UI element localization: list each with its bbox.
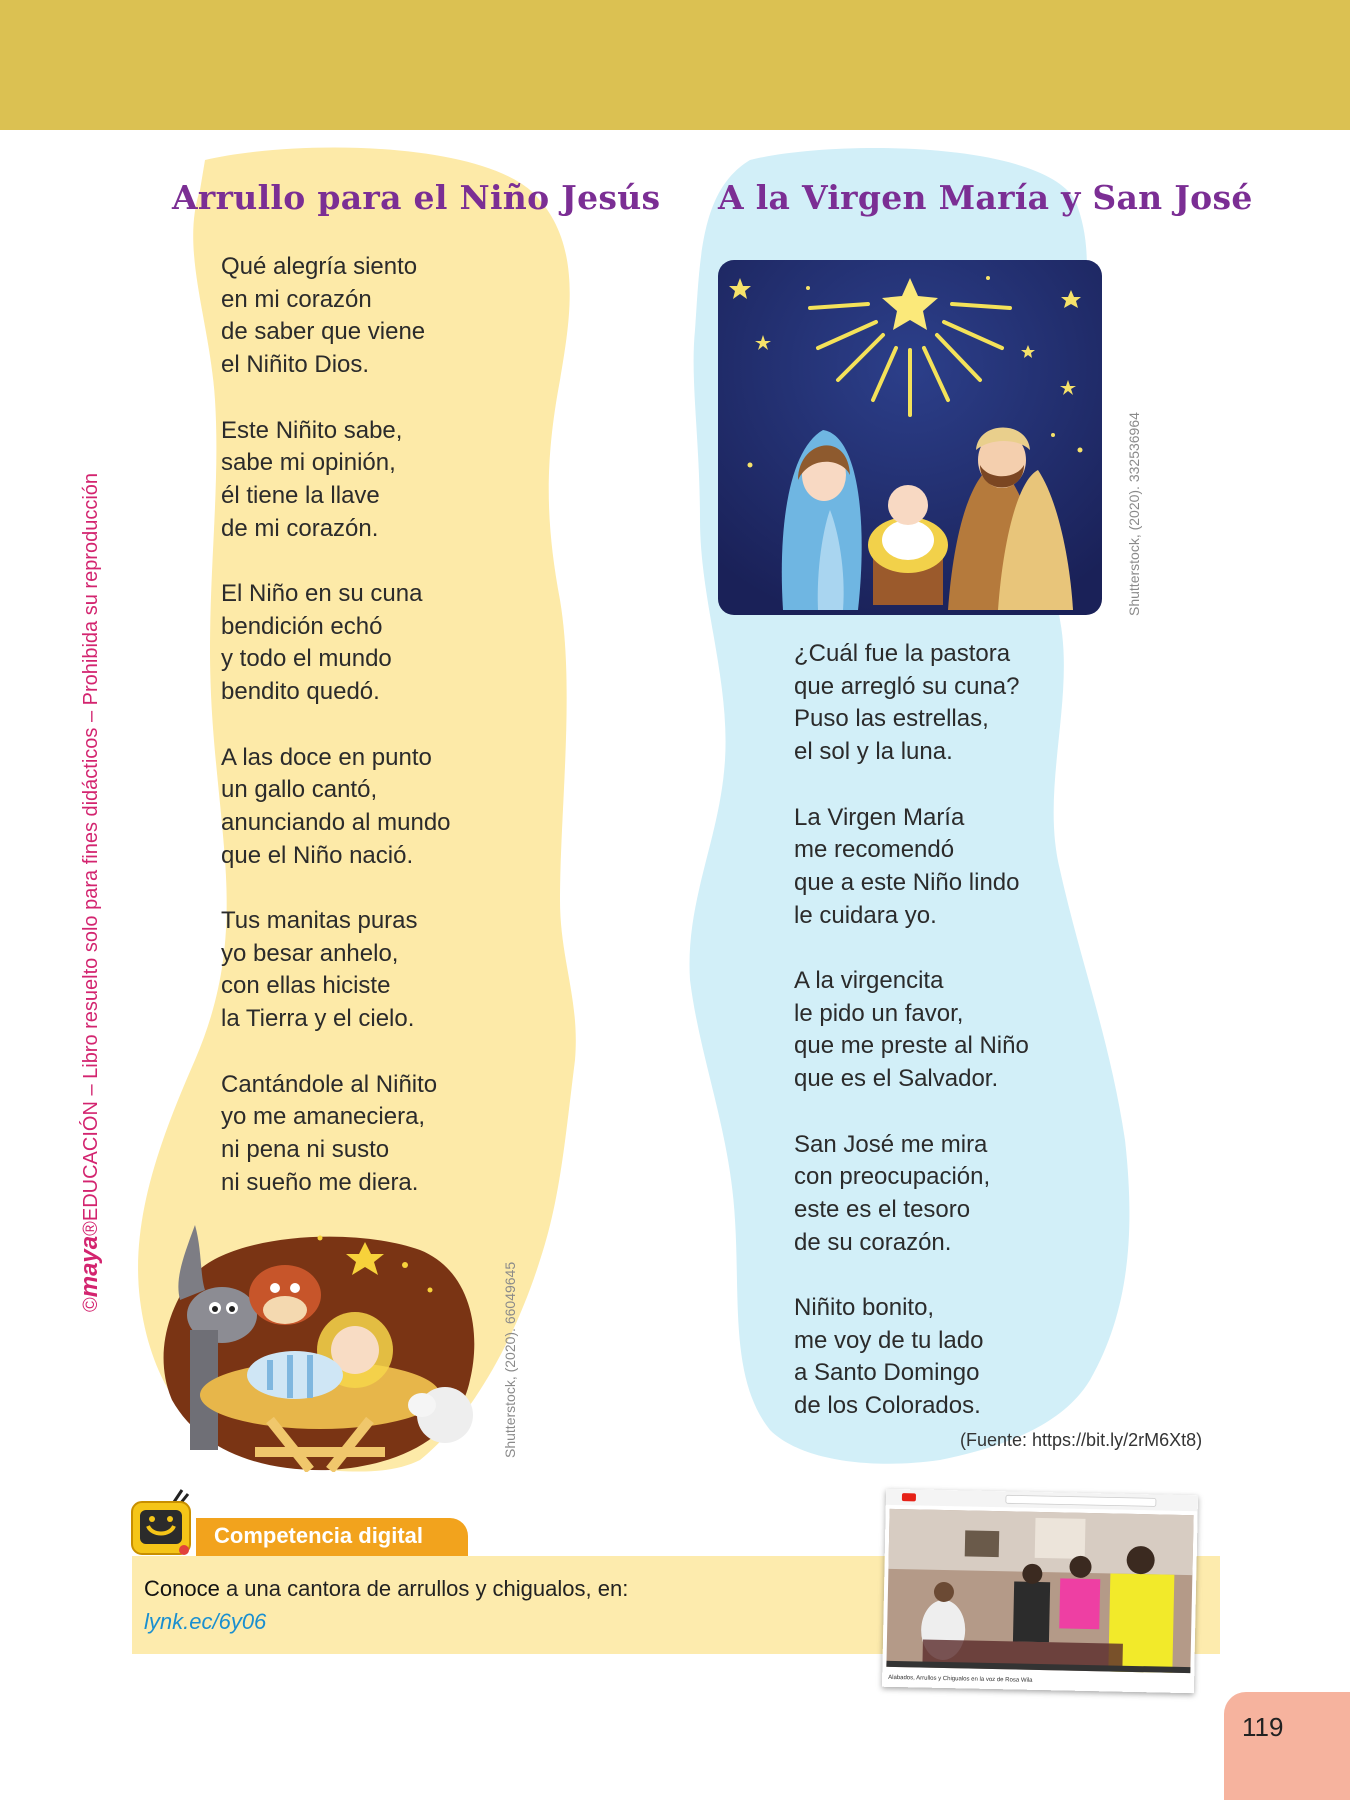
left-image-credit: Shutterstock, (2020). 66049645 xyxy=(502,1261,518,1458)
poem-stanza xyxy=(794,638,1029,769)
holy-family-illustration xyxy=(718,260,1102,615)
poem-line: yo me amaneciera, xyxy=(221,1103,426,1131)
right-poem-title: A la Virgen María y San José xyxy=(718,178,1253,217)
poem-line: que el Niño nació. xyxy=(221,841,414,869)
poem-stanza xyxy=(221,905,451,1036)
tablet-mascot-icon xyxy=(126,1488,196,1560)
poem-line: le pido un favor, xyxy=(794,999,964,1027)
poem-line: que a este Niño lindo xyxy=(794,868,1020,896)
poem-line: A las doce en punto xyxy=(221,743,432,771)
copyright-symbol: © xyxy=(80,1297,102,1312)
manger-nativity-illustration xyxy=(160,1220,482,1472)
poem-stanza xyxy=(221,415,451,546)
poem-line: ¿Cuál fue la pastora xyxy=(794,640,1011,667)
poem-line: La Virgen María xyxy=(794,803,965,831)
video-screenshot-thumbnail[interactable] xyxy=(882,1489,1198,1693)
poem-line: ni sueño me diera. xyxy=(221,1168,419,1196)
digital-competence-label: Competencia digital xyxy=(214,1523,424,1548)
poem-line: con ellas hiciste xyxy=(221,972,391,1000)
poem-line: San José me mira xyxy=(794,1130,988,1158)
digital-competence-text xyxy=(144,1576,628,1602)
brand-name: maya xyxy=(76,1235,103,1298)
poem-line: la Tierra y el cielo. xyxy=(221,1005,415,1033)
poem-stanza xyxy=(221,1069,451,1200)
poem-line: Tus manitas puras xyxy=(221,907,418,934)
poem-line: y todo el mundo xyxy=(221,645,392,673)
poem-line: él tiene la llave xyxy=(221,481,380,509)
poem-line: Niñito bonito, xyxy=(794,1294,935,1321)
poem-source: (Fuente: https://bit.ly/2rM6Xt8) xyxy=(960,1430,1203,1450)
poem-stanza xyxy=(221,742,451,873)
poem-line: en mi corazón xyxy=(221,285,372,313)
poem-line: sabe mi opinión, xyxy=(221,449,396,477)
poem-line: bendito quedó. xyxy=(221,678,380,706)
poem-stanza xyxy=(794,1129,1029,1260)
poem-stanza xyxy=(794,802,1029,933)
poem-line: a Santo Domingo xyxy=(794,1359,980,1387)
poem-line: Cantándole al Niñito xyxy=(221,1070,438,1098)
poem-line: yo besar anhelo, xyxy=(221,939,399,967)
poem-line: bendición echó xyxy=(221,612,383,640)
poem-line: le cuidara yo. xyxy=(794,901,937,929)
right-poem-body xyxy=(794,638,1029,1456)
poem-line: que me preste al Niño xyxy=(794,1032,1029,1060)
poem-line: El Niño en su cuna xyxy=(221,580,423,607)
page-number-tab xyxy=(1224,1692,1350,1800)
video-caption: Alabados, Arrullos y Chigualos en la voz de Rosa Wila xyxy=(888,1674,1033,1684)
poem-line: me voy de tu lado xyxy=(794,1326,984,1354)
digital-resource-link[interactable]: lynk.ec/6y06 xyxy=(144,1609,267,1634)
poem-line: este es el tesoro xyxy=(794,1195,971,1223)
poem-line: Este Niñito sabe, xyxy=(221,416,403,444)
poem-stanza xyxy=(221,578,451,709)
copyright-side-note xyxy=(76,473,104,1312)
poem-line: que arregló su cuna? xyxy=(794,672,1020,700)
poem-line: de saber que viene xyxy=(221,318,426,346)
poem-line: de los Colorados. xyxy=(794,1392,981,1420)
poem-line: un gallo cantó, xyxy=(221,776,378,804)
left-poem-body xyxy=(221,251,451,1232)
page-number: 119 xyxy=(1242,1712,1284,1742)
poem-line: que es el Salvador. xyxy=(794,1065,999,1093)
poem-stanza xyxy=(794,965,1029,1096)
left-poem-title: Arrullo para el Niño Jesús xyxy=(172,178,661,217)
poem-line: anunciando al mundo xyxy=(221,808,451,836)
poem-line: me recomendó xyxy=(794,836,955,864)
digital-lead-word: Conoce xyxy=(144,1576,220,1601)
poem-line: el sol y la luna. xyxy=(794,738,953,766)
poem-line: de su corazón. xyxy=(794,1228,952,1256)
poem-line: de mi corazón. xyxy=(221,514,379,542)
poem-line: el Niñito Dios. xyxy=(221,351,370,379)
side-note-text: ®EDUCACIÓN – Libro resuelto solo para fines didácticos – Prohibida su reproducción xyxy=(80,472,102,1236)
right-image-credit: Shutterstock, (2020). 332536964 xyxy=(1126,412,1142,616)
poem-stanza xyxy=(794,1292,1029,1423)
digital-description: a una cantora de arrullos y chigualos, en: xyxy=(219,1576,629,1601)
poem-line: Puso las estrellas, xyxy=(794,705,989,733)
poem-line: ni pena ni susto xyxy=(221,1135,390,1163)
poem-line: con preocupación, xyxy=(794,1163,991,1191)
poem-line: Qué alegría siento xyxy=(221,253,418,280)
poem-line: A la virgencita xyxy=(794,967,944,994)
poem-stanza xyxy=(221,251,451,382)
